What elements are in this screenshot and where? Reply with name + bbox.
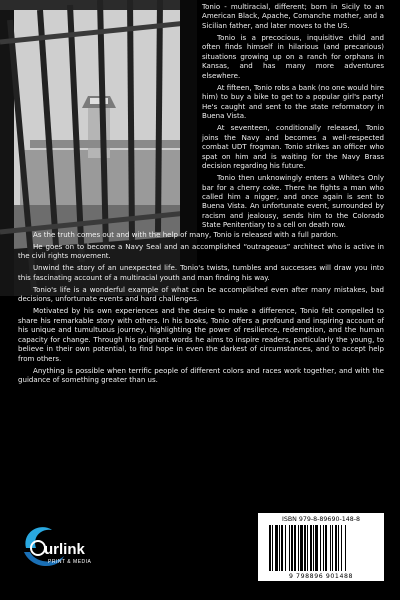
- isbn-label: ISBN 979-8-89690-148-8: [281, 516, 361, 523]
- logo-subtext: PRINT & MEDIA: [48, 559, 92, 565]
- paragraph: At fifteen, Tonio robs a bank (no one would hire him) to buy a bike to get to a popular girl's party! He's caught and sent to the state reformatory in Buena Vista.: [202, 82, 384, 121]
- isbn-barcode-box: [258, 513, 384, 581]
- paragraph: Unwind the story of an unexpected life. Tonio's twists, tumbles and successes will draw you into this fascinating account of a multiracial youth and man finding his way.: [18, 263, 384, 282]
- paragraph: Tonio is a precocious, inquisitive child and often finds himself in hilarious (and precarious) situations growing up on a ranch for orphans in Kansas, and has many more adventures elsewhere.: [202, 32, 384, 80]
- paragraph: Motivated by his own experiences and the desire to make a difference, Tonio felt compelled to share his remarkable story with others. In his books, Tonio offers a profound and inspiring account of his unique and tumultuous journey, highlighting the power of resilience, redemption, and the human capacity for change. Through his poignant words he aims to inspire readers, particularly the young, to believe in their own potential, to find hope in even the darkest of circumstances, and to accept help from others.: [18, 306, 384, 363]
- barcode-icon: [267, 525, 375, 571]
- paragraph: [202, 173, 384, 230]
- paragraph: Tonio - multiracial, different; born in Sicily to an American Black, Apache, Comanche mother, and a Sicilian father, and later moves to the US.: [202, 2, 384, 30]
- publisher-logo: [18, 518, 98, 578]
- paragraph: Tonio's life is a wonderful example of what can be accomplished even after many mistakes, bad decisions, unfortunate events and hard challenges.: [18, 284, 384, 304]
- paragraph: Anything is possible when terrific people of different colors and races work together, and with the guidance of something greater than us.: [18, 365, 384, 385]
- paragraph: As the truth comes out and with the help of many, Tonio is released with a full pardon.: [33, 229, 339, 239]
- barcode-number: 9 798896 901488: [288, 573, 354, 580]
- paragraph: At seventeen, conditionally released, Tonio joins the Navy and becomes a well-respected combat UDT frogman. Tonio strikes an officer who spat on him and is waiting for the Navy Brass decision regarding his future.: [202, 123, 384, 171]
- back-cover-text: [18, 2, 384, 387]
- logo-text: urlink: [44, 541, 85, 558]
- paragraph: He goes on to become a Navy Seal and an accomplished “outrageous” architect who is active in the civil rights movement.: [18, 241, 384, 261]
- paragraph-part: Tonio then unknowingly enters a White's Only bar for a cherry coke. There he fights a man who called him a nigger, and once again is sent to Buena Vista. An unfortunate event, surrounded by racism and jealousy, sends him to the Colorado State Penitentiary to a cell on death row.: [202, 173, 384, 230]
